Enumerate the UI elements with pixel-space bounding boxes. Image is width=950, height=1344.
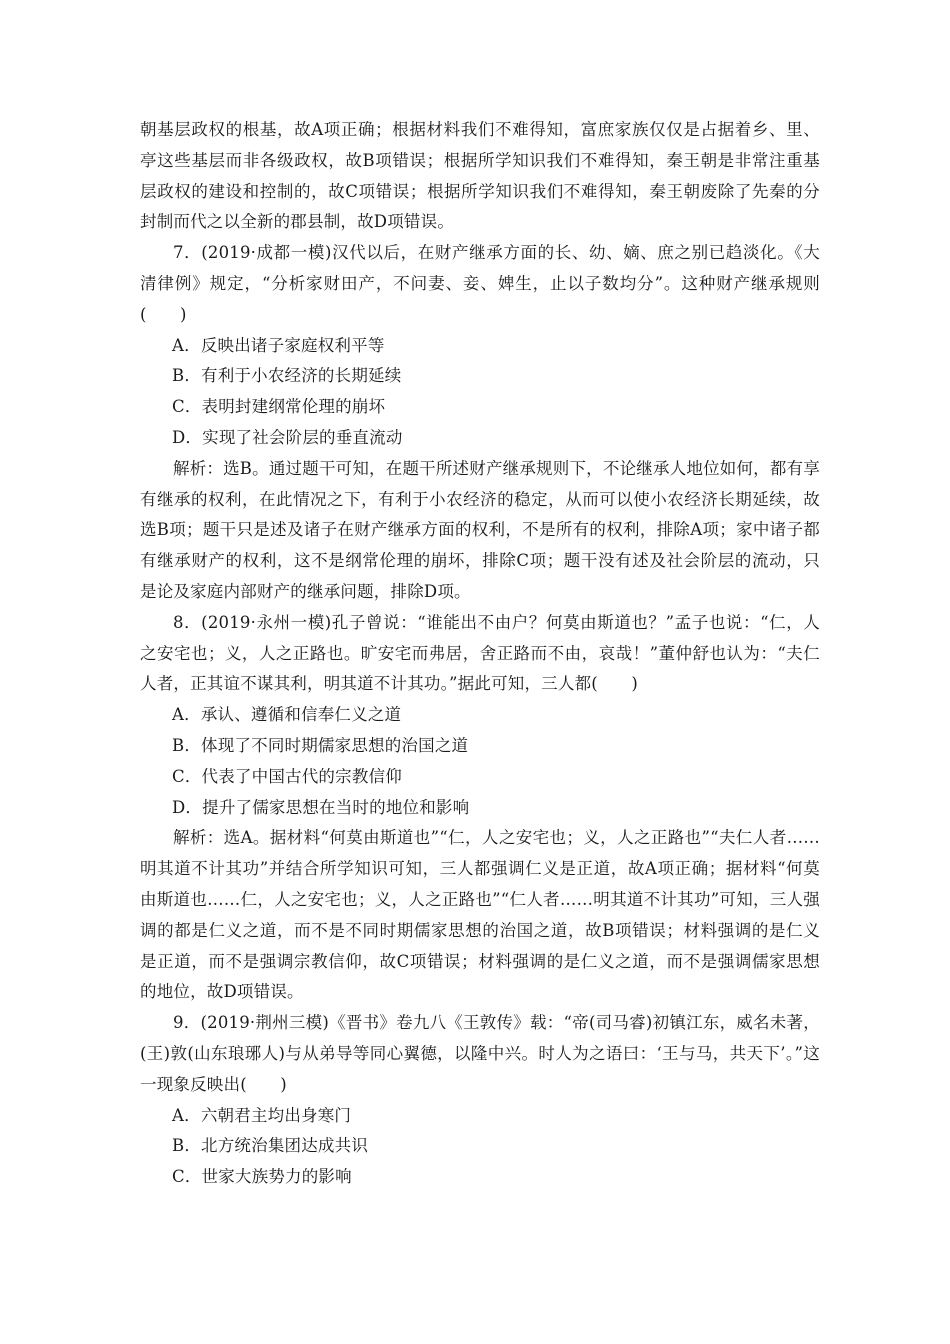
- q7-option-d: D．实现了社会阶层的垂直流动: [172, 427, 403, 447]
- q9-option-c: C．世家大族势力的影响: [172, 1167, 352, 1187]
- q9-option-b: B．北方统治集团达成共识: [172, 1136, 369, 1156]
- document-page: [140, 115, 820, 1193]
- q7-option-c: C．表明封建纲常伦理的崩坏: [172, 397, 386, 417]
- q7-option-b: B．有利于小农经济的长期延续: [172, 366, 402, 386]
- q8-analysis: 解析：选A。据材料“何莫由斯道也”“仁，人之安宅也；义，人之正路也”“夫仁人者……明其道不计其功”并结合所学知识可知，三人都强调仁义是正道，故A项正确；据材料“何莫由斯道也……仁，人之安宅也；义，人之正路也”“仁人者……明其道不计其功”可知，三人强调的都是仁义之道，而不是不同时期儒家思想的治国之道，故B项错误；材料强调的是仁义是正道，而不是强调宗教信仰，故C项错误；材料强调的是仁义之道，而不是强调儒家思想的地位，故D项错误。: [140, 828, 820, 1002]
- q7-stem: 7．(2019·成都一模)汉代以后，在财产继承方面的长、幼、嫡、庶之别已趋淡化。《大清律例》规定，“分析家财田产，不问妻、妾、婢生，止以子数均分”。这种财产继承规则( ): [140, 243, 820, 324]
- intro-analysis-text: 朝基层政权的根基，故A项正确；根据材料我们不难得知，富庶家族仅仅是占据着乡、里、亭这些基层而非各级政权，故B项错误；根据所学知识我们不难得知，秦王朝是非常注重基层政权的建设和控制的，故C项错误；根据所学知识我们不难得知，秦王朝废除了先秦的分封制而代之以全新的郡县制，故D项错误。: [140, 120, 820, 232]
- q9-stem: 9．(2019·荆州三模)《晋书》卷九八《王敦传》载：“帝(司马睿)初镇江东，威名未著，(王)敦(山东琅琊人)与从弟导等同心翼德，以隆中兴。时人为之语曰：‘王与马，共天下’。”这一现象反映出( ): [140, 1013, 820, 1094]
- q8-stem: 8．(2019·永州一模)孔子曾说：“谁能出不由户？何莫由斯道也？”孟子也说：“仁，人之安宅也；义，人之正路也。旷安宅而弗居，舍正路而不由，哀哉！”董仲舒也认为：“夫仁人者，正其谊不谋其利，明其道不计其功。”据此可知，三人都( ): [140, 612, 820, 694]
- q9-option-a: A．六朝君主均出身寒门: [172, 1105, 352, 1125]
- q8-option-c: C．代表了中国古代的宗教信仰: [172, 766, 402, 786]
- q8-option-a: A．承认、遵循和信奉仁义之道: [172, 705, 402, 725]
- q8-option-d: D．提升了儒家思想在当时的地位和影响: [172, 797, 470, 817]
- q8-option-b: B．体现了不同时期儒家思想的治国之道: [172, 735, 469, 755]
- q7-option-a: A．反映出诸子家庭权利平等: [172, 335, 385, 355]
- q7-analysis: 解析：选B。通过题干可知，在题干所述财产继承规则下，不论继承人地位如何，都有享有继承的权利，在此情况之下，有利于小农经济的稳定，从而可以使小农经济长期延续，故选B项；题干只是述及诸子在财产继承方面的权利，不是所有的权利，排除A项；家中诸子都有继承财产的权利，这不是纲常伦理的崩坏，排除C项；题干没有述及社会阶层的流动，只是论及家庭内部财产的继承问题，排除D项。: [140, 458, 820, 601]
